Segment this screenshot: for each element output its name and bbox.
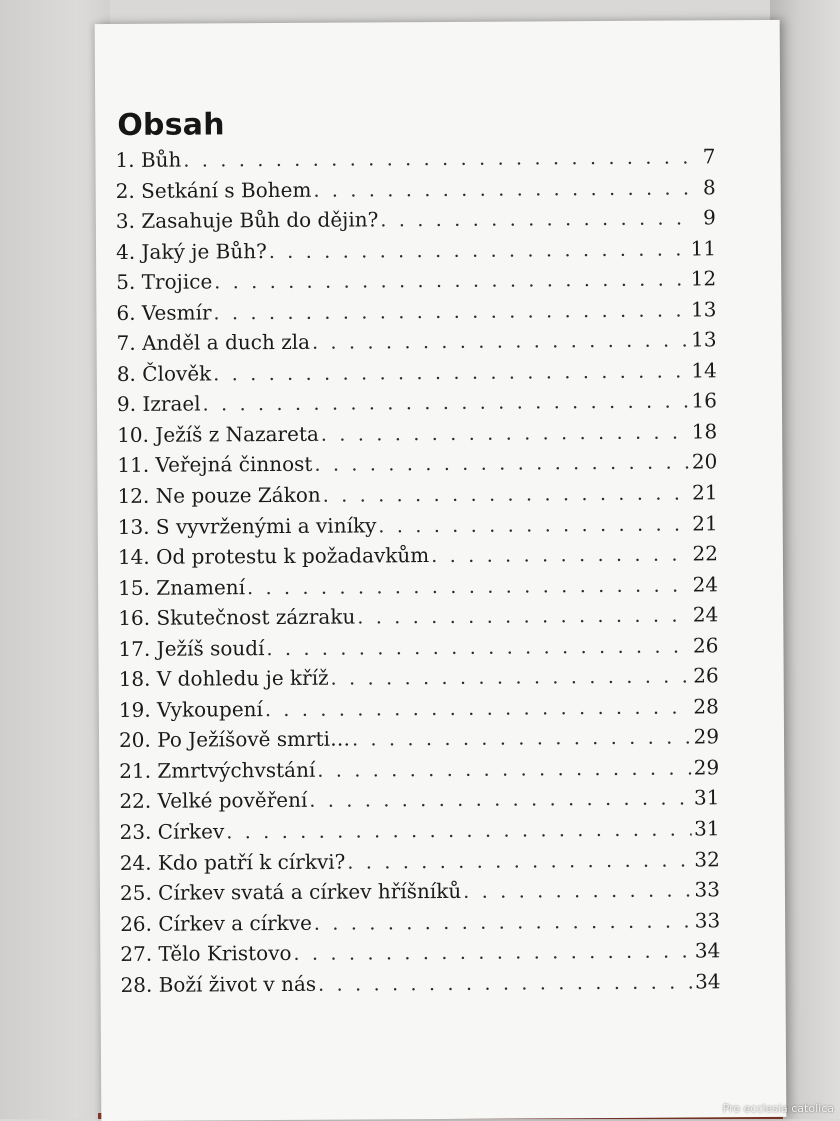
toc-entry — [120, 847, 720, 881]
toc-entry — [115, 144, 715, 178]
toc-dot-leader — [247, 574, 690, 599]
toc-dot-leader — [312, 330, 689, 354]
toc-entry-page-number: 31 — [694, 816, 720, 841]
toc-entry — [118, 541, 718, 575]
toc-dot-leader — [378, 513, 690, 537]
toc-entry-label: 19. Vykoupení — [118, 696, 263, 722]
toc-entry-label: 3. Zasahuje Bůh do dějin? — [115, 207, 379, 234]
toc-entry — [119, 786, 719, 820]
toc-dot-leader — [214, 269, 688, 294]
toc-entry-page-number: 18 — [691, 419, 718, 444]
toc-entry — [117, 480, 717, 514]
toc-entry-page-number: 13 — [690, 297, 717, 322]
toc-entry-label: 26. Církev a církve — [120, 910, 312, 936]
toc-entry-page-number: 29 — [693, 724, 720, 749]
toc-entry-page-number: 32 — [694, 846, 720, 872]
toc-entry-page-number: 9 — [703, 205, 716, 230]
toc-entry-page-number: 34 — [694, 938, 721, 963]
toc-entry-page-number: 20 — [691, 449, 718, 474]
book-page — [95, 20, 787, 1121]
toc-dot-leader — [331, 666, 691, 690]
toc-entry-page-number: 12 — [690, 266, 717, 291]
toc-dot-leader — [309, 788, 691, 812]
toc-entry — [119, 664, 719, 698]
toc-entry — [116, 205, 716, 239]
toc-entry-label: 28. Boží život v nás — [120, 971, 317, 997]
toc-entry-page-number: 24 — [692, 571, 719, 597]
toc-dot-leader — [318, 971, 693, 995]
toc-entry-page-number: 11 — [690, 235, 717, 261]
toc-entry — [118, 633, 718, 667]
toc-entry-page-number: 33 — [694, 877, 721, 902]
toc-entry-label: 18. V dohledu je kříž — [118, 665, 329, 692]
toc-entry — [117, 328, 717, 362]
toc-entry-label: 9. Izrael — [116, 391, 201, 417]
toc-dot-leader — [226, 819, 691, 844]
toc-entry-label: 13. S vyvrženými a viníky — [117, 512, 377, 539]
toc-entry — [118, 511, 718, 545]
toc-entry-label: 5. Trojice — [116, 269, 213, 295]
toc-entry-label: 24. Kdo patří k církvi? — [119, 849, 346, 875]
toc-dot-leader — [323, 482, 690, 506]
toc-entry-label: 17. Ježíš soudí — [118, 635, 265, 661]
toc-entry — [119, 755, 719, 789]
toc-entry-page-number: 8 — [702, 174, 716, 199]
toc-entry-page-number: 34 — [694, 969, 721, 994]
toc-entry-label: 22. Velké pověření — [119, 788, 308, 814]
toc-dot-leader — [314, 452, 689, 476]
watermark-text: Pro ecclesia catolica — [722, 1102, 834, 1115]
background-left — [0, 0, 110, 1119]
toc-entry-label: 6. Vesmír — [116, 300, 212, 325]
toc-entry-page-number: 14 — [691, 358, 717, 383]
toc-dot-leader — [380, 208, 688, 232]
toc-entry-label: 27. Tělo Kristovo — [120, 941, 292, 967]
toc-entry-page-number: 21 — [692, 510, 718, 536]
toc-dot-leader — [431, 544, 690, 568]
toc-entry — [116, 297, 716, 331]
toc-entry — [117, 419, 717, 453]
toc-entry-page-number: 22 — [692, 541, 718, 566]
toc-entry-label: 10. Ježíš z Nazareta — [117, 421, 319, 447]
toc-entry-page-number: 13 — [691, 327, 717, 352]
toc-entry — [118, 603, 718, 637]
toc-entry-label: 2. Setkání s Bohem — [115, 177, 312, 203]
toc-entry — [116, 266, 716, 300]
toc-dot-leader — [352, 727, 691, 751]
toc-entry-page-number: 28 — [693, 694, 719, 719]
toc-entry — [119, 725, 719, 759]
toc-entry-label: 7. Anděl a duch zla — [116, 330, 311, 356]
toc-dot-leader — [183, 146, 687, 171]
toc-dot-leader — [317, 757, 691, 781]
toc-dot-leader — [269, 238, 688, 263]
toc-entry-label: 14. Od protestu k požadavkům — [117, 543, 430, 570]
toc-entry-page-number: 26 — [692, 633, 719, 658]
toc-entry-label: 23. Církev — [119, 819, 225, 844]
toc-entry — [117, 389, 717, 423]
toc-dot-leader — [313, 177, 687, 201]
toc-dot-leader — [347, 849, 692, 873]
toc-entry-page-number: 33 — [694, 907, 721, 933]
toc-dot-leader — [357, 605, 690, 629]
toc-entry — [120, 969, 720, 1003]
toc-dot-leader — [321, 421, 689, 445]
toc-entry-page-number: 21 — [692, 480, 718, 505]
toc-entry — [117, 450, 717, 484]
toc-entry — [117, 358, 717, 392]
toc-entry-label: 1. Bůh — [115, 147, 182, 172]
toc-entry-page-number: 7 — [702, 144, 716, 169]
table-of-contents — [115, 144, 720, 1003]
toc-entry-label: 11. Veřejná činnost — [117, 452, 313, 478]
toc-entry-label: 4. Jaký je Bůh? — [115, 238, 267, 264]
toc-entry-label: 20. Po Ježíšově smrti… — [118, 726, 351, 753]
toc-entry — [118, 572, 718, 606]
toc-dot-leader — [213, 299, 688, 324]
toc-entry-label: 12. Ne pouze Zákon — [117, 482, 321, 508]
toc-entry-page-number: 31 — [693, 785, 720, 810]
toc-dot-leader — [463, 880, 692, 903]
toc-entry-page-number: 29 — [693, 755, 720, 780]
toc-entry-page-number: 26 — [693, 663, 719, 688]
toc-dot-leader — [293, 941, 692, 965]
toc-dot-leader — [265, 696, 691, 721]
toc-entry — [116, 175, 716, 209]
toc-entry — [120, 877, 720, 911]
toc-dot-leader — [266, 635, 690, 660]
toc-dot-leader — [203, 391, 690, 416]
toc-dot-leader — [213, 360, 689, 385]
toc-entry-label: 8. Člověk — [116, 361, 212, 386]
page-title: Obsah — [117, 107, 225, 143]
toc-entry — [120, 939, 720, 973]
toc-entry-label: 21. Zmrtvýchvstání — [119, 757, 316, 783]
toc-entry — [119, 694, 719, 728]
toc-entry — [116, 236, 716, 270]
toc-entry — [120, 816, 720, 850]
toc-entry — [120, 908, 720, 942]
toc-entry-label: 15. Znamení — [118, 574, 246, 600]
toc-entry-label: 16. Skutečnost zázraku — [118, 604, 356, 631]
toc-entry-page-number: 16 — [691, 388, 718, 413]
toc-entry-label: 25. Církev svatá a církev hříšníků — [119, 879, 462, 906]
toc-dot-leader — [314, 910, 692, 934]
toc-entry-page-number: 24 — [692, 602, 719, 627]
